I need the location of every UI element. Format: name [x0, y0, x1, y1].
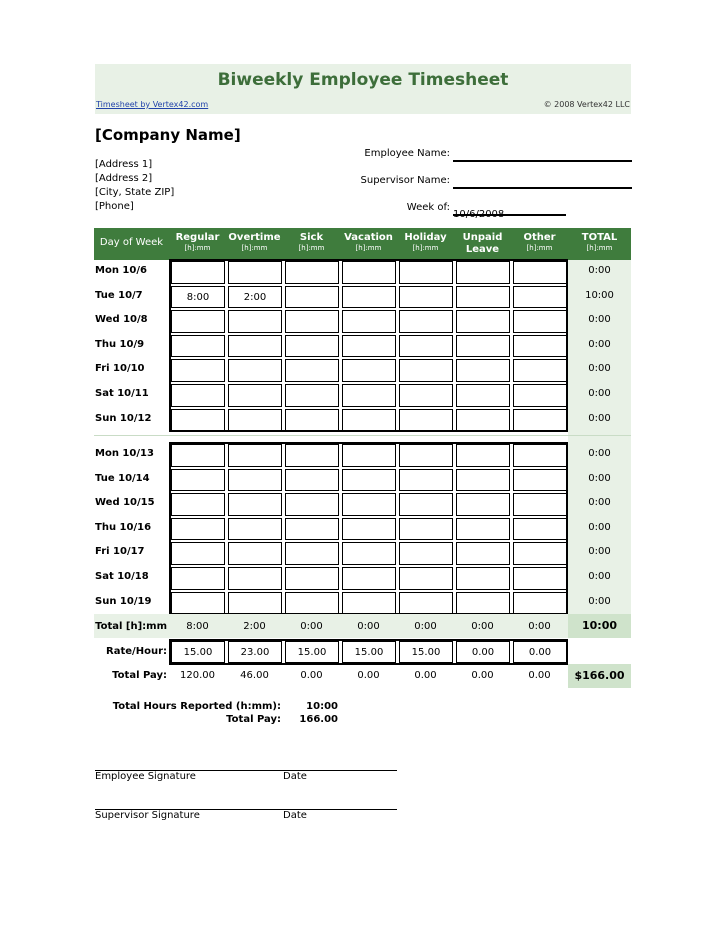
time-cell[interactable]: [456, 261, 510, 284]
row-total: 0:00: [588, 412, 611, 424]
copyright-text: © 2008 Vertex42 LLC: [543, 100, 630, 109]
time-cell[interactable]: [513, 286, 567, 309]
address-line-2: [Address 2]: [95, 173, 153, 184]
time-cell[interactable]: [171, 261, 225, 284]
time-cell[interactable]: [228, 384, 282, 407]
time-cell[interactable]: [513, 469, 567, 492]
address-phone: [Phone]: [95, 201, 134, 212]
hours-label-label: Total [h]:mm: [95, 621, 167, 632]
time-cell[interactable]: [399, 493, 453, 516]
time-cell[interactable]: [285, 469, 339, 492]
time-cell[interactable]: [171, 518, 225, 541]
supervisor-name-label: Supervisor Name:: [360, 175, 450, 186]
col-header-sub: [h]:mm: [586, 244, 613, 252]
col-header-sub: Leave: [465, 244, 500, 255]
time-cell[interactable]: [342, 567, 396, 590]
hours-cell: 0:00: [300, 621, 323, 632]
time-cell[interactable]: [513, 261, 567, 284]
time-cell[interactable]: [228, 335, 282, 358]
time-cell[interactable]: [456, 444, 510, 467]
day-label: Sat 10/11: [95, 388, 149, 399]
day-label: Thu 10/16: [95, 521, 152, 533]
time-cell[interactable]: [456, 335, 510, 358]
summary-total-pay-label: Total Pay:: [226, 714, 281, 725]
time-cell[interactable]: [228, 261, 282, 284]
time-cell[interactable]: [228, 409, 282, 432]
day-label: Fri 10/17: [95, 546, 145, 558]
time-cell[interactable]: [228, 469, 282, 492]
time-cell[interactable]: [399, 261, 453, 284]
time-cell[interactable]: [342, 542, 396, 565]
time-cell[interactable]: [171, 542, 225, 565]
time-cell[interactable]: [456, 469, 510, 492]
pays-cell: 0.00: [528, 670, 551, 681]
day-label: Thu 10/9: [95, 338, 145, 350]
col-header-1: [169, 228, 226, 260]
day-label: Sat 10/18: [95, 571, 149, 582]
week-separator: [94, 435, 631, 436]
page-title: Biweekly Employee Timesheet: [217, 70, 509, 90]
pay-label-label: Total Pay:: [112, 670, 167, 681]
time-cell[interactable]: [342, 469, 396, 492]
address-city: [City, State ZIP]: [95, 187, 175, 198]
row-total: 0:00: [588, 338, 611, 350]
time-cell[interactable]: [513, 409, 567, 432]
grand-total-hours: 10:00: [568, 614, 631, 638]
address-line-1: [Address 1]: [95, 159, 153, 170]
col-header-title: TOTAL: [581, 232, 618, 243]
time-cell[interactable]: [342, 409, 396, 432]
row-total: 0:00: [588, 497, 611, 509]
company-name: [Company Name]: [95, 126, 241, 144]
time-cell[interactable]: [228, 444, 282, 467]
time-cell[interactable]: [513, 384, 567, 407]
time-cell[interactable]: [456, 542, 510, 565]
day-label: Mon 10/6: [95, 265, 147, 276]
time-cell[interactable]: 2:00: [228, 286, 282, 309]
employee-date-label: Date: [283, 771, 307, 782]
time-cell[interactable]: [228, 518, 282, 541]
col-header-title: Vacation: [344, 232, 393, 243]
time-cell[interactable]: [513, 518, 567, 541]
time-cell[interactable]: [171, 359, 225, 382]
row-total: 0:00: [588, 472, 611, 484]
time-cell[interactable]: [171, 409, 225, 432]
rate-cell[interactable]: 0.00: [456, 641, 510, 663]
pays-cell: 120.00: [180, 670, 215, 681]
time-cell[interactable]: [171, 384, 225, 407]
time-cell[interactable]: [399, 469, 453, 492]
time-cell[interactable]: [399, 384, 453, 407]
time-cell[interactable]: [171, 310, 225, 333]
time-cell[interactable]: [342, 335, 396, 358]
time-cell[interactable]: [342, 384, 396, 407]
time-cell[interactable]: [285, 310, 339, 333]
pays-cell: 0.00: [357, 670, 380, 681]
time-cell[interactable]: [342, 286, 396, 309]
time-cell[interactable]: [171, 469, 225, 492]
time-cell[interactable]: [285, 409, 339, 432]
time-cell[interactable]: [456, 384, 510, 407]
summary-total-pay-value: 166.00: [299, 714, 338, 725]
col-header-sub: [h]:mm: [184, 244, 211, 252]
time-cell[interactable]: [342, 493, 396, 516]
time-cell[interactable]: [399, 542, 453, 565]
supervisor-signature-label: Supervisor Signature: [95, 810, 200, 821]
time-cell[interactable]: [342, 592, 396, 615]
day-label: Tue 10/7: [95, 289, 143, 301]
time-cell[interactable]: [399, 286, 453, 309]
time-cell[interactable]: [342, 310, 396, 333]
col-header-3: [283, 228, 340, 260]
total-hours-reported-label: Total Hours Reported (h:mm):: [112, 701, 281, 712]
time-cell[interactable]: [228, 310, 282, 333]
col-header-sub: [h]:mm: [241, 244, 268, 252]
col-header-5: [397, 228, 454, 260]
time-cell[interactable]: [285, 359, 339, 382]
col-header-title: Overtime: [228, 232, 281, 243]
time-cell[interactable]: [285, 444, 339, 467]
time-cell[interactable]: [342, 261, 396, 284]
hours-cell: 0:00: [528, 621, 551, 632]
time-cell[interactable]: [285, 592, 339, 615]
time-cell[interactable]: [285, 518, 339, 541]
time-cell[interactable]: [456, 592, 510, 615]
time-cell[interactable]: [399, 444, 453, 467]
time-cell[interactable]: [399, 359, 453, 382]
row-total: 0:00: [588, 571, 611, 582]
hours-cell: 2:00: [243, 621, 266, 632]
row-total: 0:00: [588, 521, 611, 533]
col-header-6: [454, 228, 511, 260]
grand-total-pay: $166.00: [568, 664, 631, 688]
time-cell[interactable]: [399, 335, 453, 358]
rate-cell[interactable]: 15.00: [285, 641, 339, 663]
time-cell[interactable]: [285, 384, 339, 407]
col-header-title: Sick: [299, 232, 324, 243]
day-label: Sun 10/19: [95, 595, 152, 607]
day-label: Tue 10/14: [95, 472, 150, 484]
hours-cell: 0:00: [471, 621, 494, 632]
total-column-bg: [568, 260, 631, 614]
row-total: 10:00: [585, 289, 614, 301]
time-cell[interactable]: [513, 592, 567, 615]
time-cell[interactable]: [285, 542, 339, 565]
supervisor-date-label: Date: [283, 810, 307, 821]
col-header-title: Unpaid: [462, 232, 503, 243]
week-of-field[interactable]: 10/6/2008: [453, 202, 566, 216]
time-cell[interactable]: [456, 567, 510, 590]
hours-cell: 8:00: [186, 621, 209, 632]
col-header-7: [511, 228, 568, 260]
time-cell[interactable]: [342, 359, 396, 382]
time-cell[interactable]: [285, 261, 339, 284]
time-cell[interactable]: 8:00: [171, 286, 225, 309]
col-header-title: Other: [523, 232, 556, 243]
col-header-sub: [h]:mm: [298, 244, 325, 252]
col-header-title: Holiday: [404, 232, 447, 243]
time-cell[interactable]: [171, 493, 225, 516]
pays-cell: 0.00: [471, 670, 494, 681]
time-cell[interactable]: [513, 310, 567, 333]
time-cell[interactable]: [513, 335, 567, 358]
col-header-title: Regular: [175, 232, 220, 243]
time-cell[interactable]: [342, 444, 396, 467]
col-header-sub: [h]:mm: [412, 244, 439, 252]
col-header-0: [94, 228, 169, 260]
time-cell[interactable]: [513, 567, 567, 590]
time-cell[interactable]: [285, 335, 339, 358]
day-label: Fri 10/10: [95, 363, 145, 375]
row-total: 0:00: [588, 265, 611, 276]
rate-cell[interactable]: 23.00: [228, 641, 282, 663]
total-hours-reported-value: 10:00: [306, 701, 338, 712]
rate-cell[interactable]: 15.00: [171, 641, 225, 663]
row-total: 0:00: [588, 595, 611, 607]
time-cell[interactable]: [171, 444, 225, 467]
day-label: Wed 10/8: [95, 314, 148, 326]
col-header-8: [568, 228, 631, 260]
time-cell[interactable]: [399, 592, 453, 615]
employee-name-label: Employee Name:: [364, 148, 450, 159]
col-header-2: [226, 228, 283, 260]
day-label: Wed 10/15: [95, 497, 155, 509]
employee-name-field[interactable]: [453, 148, 632, 162]
time-cell[interactable]: [513, 542, 567, 565]
time-cell[interactable]: [456, 310, 510, 333]
row-total: 0:00: [588, 314, 611, 326]
time-cell[interactable]: [171, 567, 225, 590]
hours-cell: 0:00: [357, 621, 380, 632]
time-cell[interactable]: [285, 567, 339, 590]
time-cell[interactable]: [456, 409, 510, 432]
time-cell[interactable]: [513, 444, 567, 467]
time-cell[interactable]: [228, 493, 282, 516]
pays-cell: 46.00: [240, 670, 269, 681]
col-header-4: [340, 228, 397, 260]
time-cell[interactable]: [171, 335, 225, 358]
week-of-label: Week of:: [406, 202, 450, 213]
supervisor-name-field[interactable]: [453, 175, 632, 189]
time-cell[interactable]: [228, 567, 282, 590]
rate-cell[interactable]: 0.00: [513, 641, 567, 663]
employee-signature-label: Employee Signature: [95, 771, 196, 782]
pays-cell: 0.00: [414, 670, 437, 681]
col-header-sub: [h]:mm: [355, 244, 382, 252]
time-cell[interactable]: [228, 592, 282, 615]
time-cell[interactable]: [456, 493, 510, 516]
time-cell[interactable]: [171, 592, 225, 615]
rate-cell[interactable]: 15.00: [342, 641, 396, 663]
row-total: 0:00: [588, 448, 611, 459]
rate-cell[interactable]: 15.00: [399, 641, 453, 663]
row-total: 0:00: [588, 363, 611, 375]
hours-cell: 0:00: [414, 621, 437, 632]
time-cell[interactable]: [399, 409, 453, 432]
day-label: Sun 10/12: [95, 412, 152, 424]
rate-label-label: Rate/Hour:: [106, 646, 167, 657]
day-label: Mon 10/13: [95, 448, 154, 459]
row-total: 0:00: [588, 388, 611, 399]
vertex42-link[interactable]: Timesheet by Vertex42.com: [96, 100, 209, 109]
time-cell[interactable]: [285, 493, 339, 516]
time-cell[interactable]: [513, 359, 567, 382]
pays-cell: 0.00: [300, 670, 323, 681]
time-cell[interactable]: [456, 359, 510, 382]
time-cell[interactable]: [228, 542, 282, 565]
time-cell[interactable]: [399, 518, 453, 541]
time-cell[interactable]: [513, 493, 567, 516]
col-header-title: Day of Week: [99, 237, 164, 248]
col-header-sub: [h]:mm: [526, 244, 553, 252]
time-cell[interactable]: [342, 518, 396, 541]
time-cell[interactable]: [399, 310, 453, 333]
time-cell[interactable]: [399, 567, 453, 590]
time-cell[interactable]: [228, 359, 282, 382]
time-cell[interactable]: [285, 286, 339, 309]
time-cell[interactable]: [456, 286, 510, 309]
row-total: 0:00: [588, 546, 611, 558]
time-cell[interactable]: [456, 518, 510, 541]
